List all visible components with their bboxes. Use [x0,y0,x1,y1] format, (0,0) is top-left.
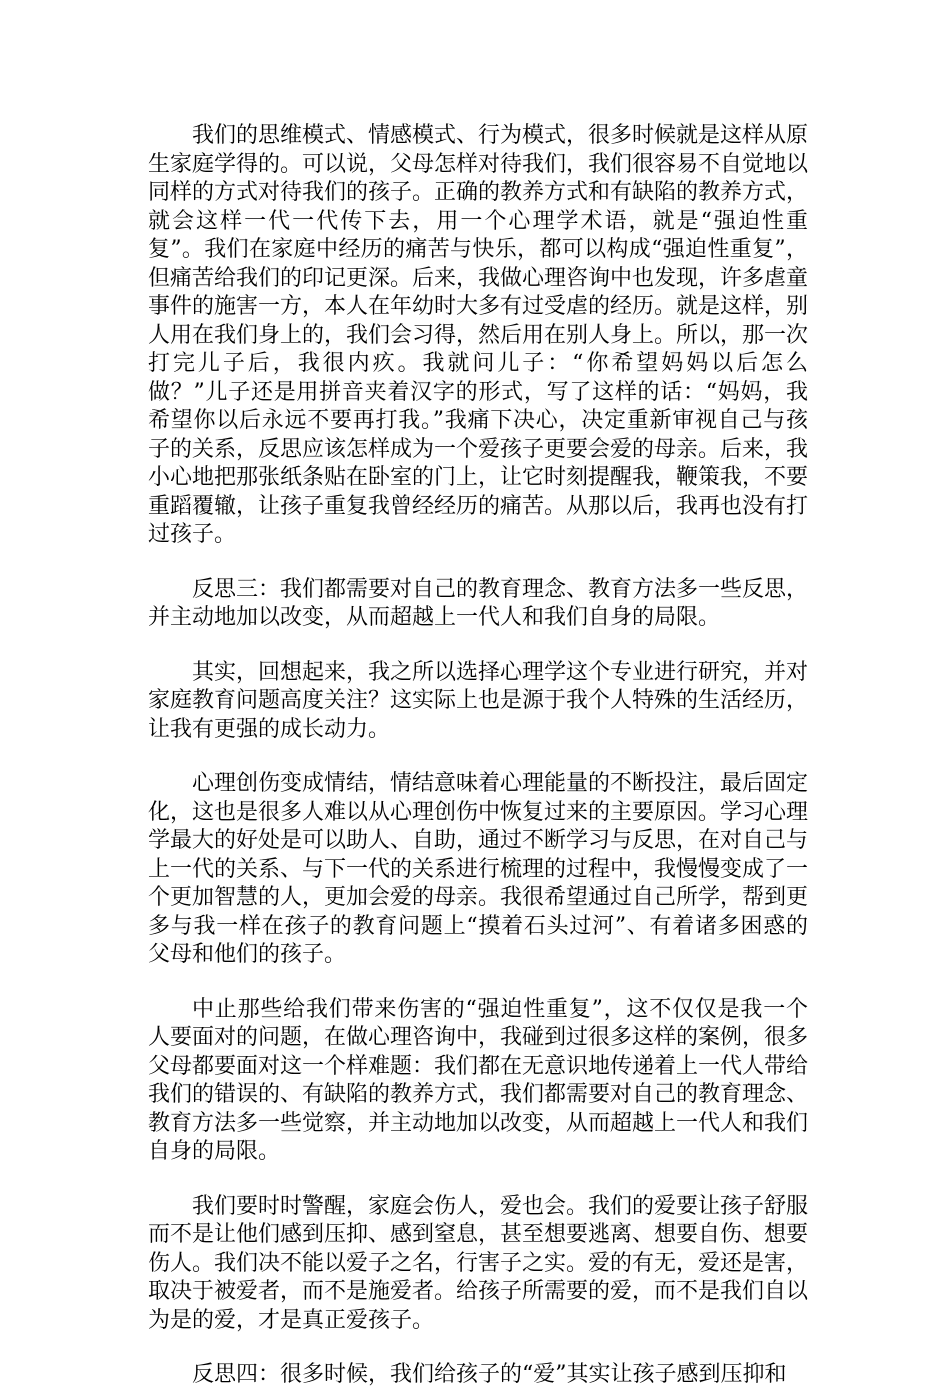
paragraph-stop-repetition: 中止那些给我们带来伤害的“强迫性重复”，这不仅仅是我一个人要面对的问题，在做心理咨询中，我碰到过很多这样的案例，很多父母都要面对这一个样难题：我们都在无意识地传递着上一代人带给我们的错误的、有缺陷的教养方式，我们都需要对自己的教育理念、教育方法多一些觉察，并主动地加以改变，从而超越上一代人和我们自身的局限。 [148,996,809,1164]
paragraph-why-psychology: 其实，回想起来，我之所以选择心理学这个专业进行研究，并对家庭教育问题高度关注？这实际上也是源于我个人特殊的生活经历，让我有更强的成长动力。 [148,659,809,742]
paragraph-stay-alert: 我们要时时警醒，家庭会伤人，爱也会。我们的爱要让孩子舒服而不是让他们感到压抑、感到窒息，甚至想要逃离、想要自伤、想要伤人。我们决不能以爱子之名，行害子之实。爱的有无，爱还是害，取决于被爱者，而不是施爱者。给孩子所需要的爱，而不是我们自以为是的爱，才是真正爱孩子。 [148,1193,809,1333]
paragraph-psychological-trauma: 心理创伤变成情结，情结意味着心理能量的不断投注，最后固定化，这也是很多人难以从心理创伤中恢复过来的主要原因。学习心理学最大的好处是可以助人、自助，通过不断学习与反思，在对自己与上一代的关系、与下一代的关系进行梳理的过程中，我慢慢变成了一个更加智慧的人，更加会爱的母亲。我很希望通过自己所学，帮到更多与我一样在孩子的教育问题上“摸着石头过河”、有着诸多困惑的父母和他们的孩子。 [148,771,809,967]
document-body [148,122,808,1390]
paragraph-reflection-three: 反思三：我们都需要对自己的教育理念、教育方法多一些反思，并主动地加以改变，从而超越上一代人和我们自身的局限。 [148,576,809,630]
paragraph-reflection-four: 反思四：很多时候，我们给孩子的“爱”其实让孩子感到压抑和 [192,1362,787,1387]
paragraph-origin-family: 我们的思维模式、情感模式、行为模式，很多时候就是这样从原生家庭学得的。可以说，父母怎样对待我们，我们很容易不自觉地以同样的方式对待我们的孩子。正确的教养方式和有缺陷的教养方式，就会这样一代一代传下去，用一个心理学术语，就是“强迫性重复”。我们在家庭中经历的痛苦与快乐，都可以构成“强迫性重复”，但痛苦给我们的印记更深。后来，我做心理咨询中也发现，许多虐童事件的施害一方，本人在年幼时大多有过受虐的经历。就是这样，别人用在我们身上的，我们会习得，然后用在别人身上。所以，那一次打完儿子后，我很内疚。我就问儿子：“你希望妈妈以后怎么做？”儿子还是用拼音夹着汉字的形式，写了这样的话：“妈妈，我希望你以后永远不要再打我。”我痛下决心，决定重新审视自己与孩子的关系，反思应该怎样成为一个爱孩子更要会爱的母亲。后来，我小心地把那张纸条贴在卧室的门上，让它时刻提醒我，鞭策我，不要重蹈覆辙，让孩子重复我曾经经历的痛苦。从那以后，我再也没有打过孩子。 [148,123,809,547]
